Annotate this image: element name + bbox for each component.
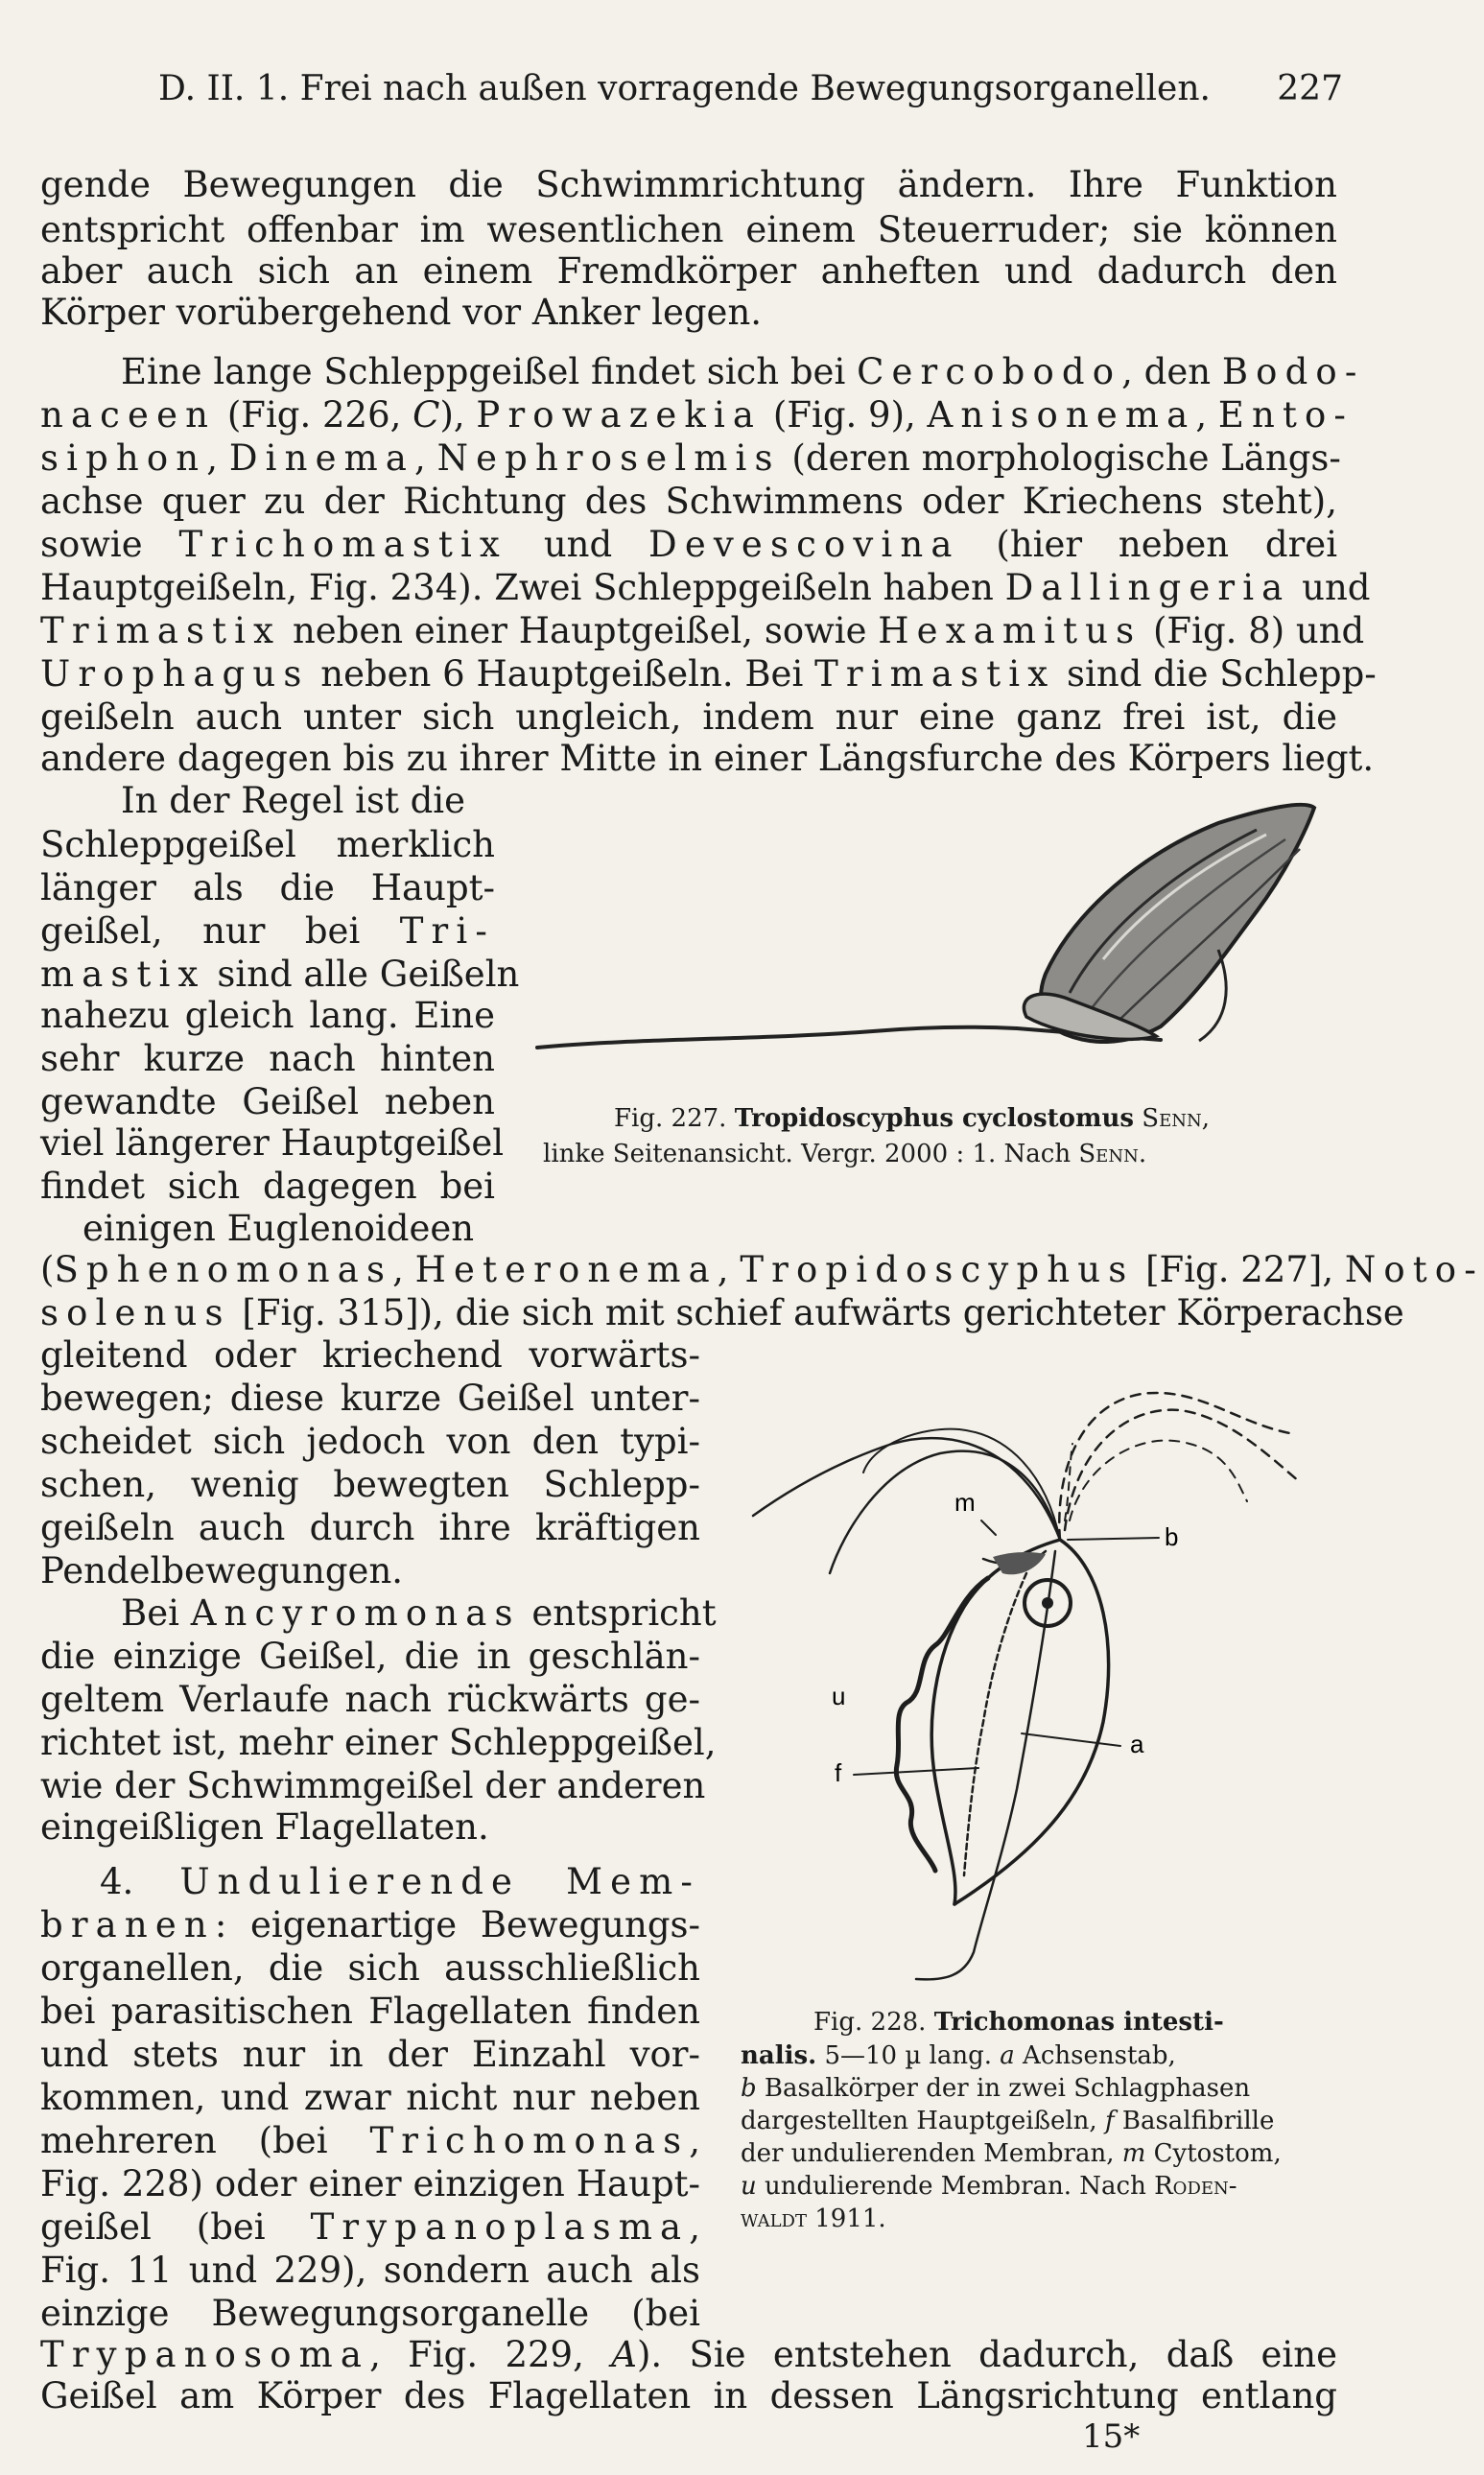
text-line: sowie Trichomastix und Devescovina (hier neben drei bbox=[40, 524, 1338, 565]
text-line: schen, wenig bewegten Schlepp- bbox=[40, 1464, 700, 1505]
text-line: naceen (Fig. 226, C), Prowazekia (Fig. 9), Anisonema, Ento- bbox=[40, 394, 1354, 436]
text-line: nahezu gleich lang. Eine bbox=[40, 995, 495, 1036]
text-line: gende Bewegungen die Schwimmrichtung ändern. Ihre Funktion bbox=[40, 164, 1337, 205]
text-line: kommen, und zwar nicht nur neben bbox=[40, 2077, 700, 2118]
figure-228-caption: der undulierenden Membran, m Cytostom, bbox=[741, 2139, 1282, 2168]
text-line: gewandte Geißel neben bbox=[40, 1081, 495, 1122]
text-line: einzige Bewegungsorganelle (bei bbox=[40, 2293, 700, 2334]
text-line: länger als die Haupt- bbox=[40, 867, 495, 908]
text-line: eingeißligen Flagellaten. bbox=[40, 1806, 489, 1848]
text-line: Trypanosoma, Fig. 229, A). Sie entstehen dadurch, daß eine bbox=[40, 2334, 1337, 2375]
text-line: (Sphenomonas, Heteronema, Tropidoscyphus [Fig. 227], Noto- bbox=[40, 1249, 1484, 1290]
text-line: mastix sind alle Geißeln bbox=[40, 954, 520, 995]
label-a: a bbox=[1130, 1730, 1144, 1758]
figure-228-caption: u undulierende Membran. Nach Roden- bbox=[741, 2172, 1237, 2201]
text-line: die einzige Geißel, die in geschlän- bbox=[40, 1636, 700, 1677]
figure-228-caption: b Basalkörper der in zwei Schlagphasen bbox=[741, 2074, 1251, 2103]
text-line: In der Regel ist die bbox=[121, 780, 466, 821]
label-b: b bbox=[1165, 1522, 1179, 1551]
text-line: Hauptgeißeln, Fig. 234). Zwei Schleppgeißeln haben Dallingeria und bbox=[40, 567, 1371, 608]
text-line: mehreren (bei Trichomonas, bbox=[40, 2120, 701, 2161]
label-u: u bbox=[832, 1682, 846, 1710]
figure-227-caption: linke Seitenansicht. Vergr. 2000 : 1. Nach Senn. bbox=[543, 1140, 1147, 1168]
text-line: aber auch sich an einem Fremdkörper anheften und dadurch den bbox=[40, 250, 1337, 292]
label-m: m bbox=[954, 1488, 976, 1517]
text-line: Geißel am Körper des Flagellaten in dessen Längsrichtung entlang bbox=[40, 2375, 1337, 2416]
text-line: Eine lange Schleppgeißel findet sich bei Cercobodo, den Bodo- bbox=[121, 351, 1365, 392]
figure-227-illustration bbox=[528, 796, 1324, 1065]
text-line: bewegen; diese kurze Geißel unter- bbox=[40, 1378, 700, 1419]
figure-228-caption: Fig. 228. Trichomonas intesti- bbox=[813, 2008, 1224, 2037]
text-line: Urophagus neben 6 Hauptgeißeln. Bei Trimastix sind die Schlepp- bbox=[40, 653, 1377, 695]
running-header bbox=[158, 69, 1343, 108]
text-line: andere dagegen bis zu ihrer Mitte in einer Längsfurche des Körpers liegt. bbox=[40, 738, 1375, 779]
text-line: geißeln auch unter sich ungleich, indem nur eine ganz frei ist, die bbox=[40, 696, 1337, 738]
text-line: sehr kurze nach hinten bbox=[40, 1038, 495, 1079]
label-f: f bbox=[835, 1758, 842, 1787]
text-line: richtet ist, mehr einer Schleppgeißel, bbox=[40, 1722, 717, 1763]
text-line: findet sich dagegen bei bbox=[40, 1166, 495, 1207]
text-line: branen: eigenartige Bewegungs- bbox=[40, 1904, 700, 1945]
figure-228-caption: waldt 1911. bbox=[741, 2204, 886, 2233]
text-line: siphon, Dinema, Nephroselmis (deren morphologische Längs- bbox=[40, 437, 1341, 479]
text-line: Pendelbewegungen. bbox=[40, 1550, 404, 1591]
text-line: Schleppgeißel merklich bbox=[40, 824, 495, 865]
figure-228-caption: nalis. 5—10 µ lang. a Achsenstab, bbox=[741, 2041, 1176, 2070]
text-line: einigen Euglenoideen bbox=[82, 1208, 475, 1249]
figure-228-caption: dargestellten Hauptgeißeln, f Basalfibrille bbox=[741, 2107, 1275, 2135]
text-line: bei parasitischen Flagellaten finden bbox=[40, 1991, 700, 2032]
text-line: 4. Undulierende Mem- bbox=[100, 1861, 701, 1902]
text-line: entspricht offenbar im wesentlichen einem Steuerruder; sie können bbox=[40, 209, 1337, 250]
text-line: und stets nur in der Einzahl vor- bbox=[40, 2034, 700, 2075]
text-line: wie der Schwimmgeißel der anderen bbox=[40, 1765, 706, 1806]
text-line: Fig. 228) oder einer einzigen Haupt- bbox=[40, 2163, 700, 2204]
text-line: scheidet sich jedoch von den typi- bbox=[40, 1421, 700, 1462]
text-line: viel längerer Hauptgeißel bbox=[40, 1122, 505, 1164]
figure-227-caption: Fig. 227. Tropidoscyphus cyclostomus Senn, bbox=[614, 1104, 1211, 1133]
text-line: Fig. 11 und 229), sondern auch als bbox=[40, 2250, 700, 2291]
text-line: geißel (bei Trypanoplasma, bbox=[40, 2206, 700, 2248]
header-title: D. II. 1. Frei nach außen vorragende Bewegungsorganellen. bbox=[158, 69, 1211, 108]
signature-mark: 15* bbox=[1082, 2417, 1141, 2456]
text-line: solenus [Fig. 315]), die sich mit schief aufwärts gerichteter Körperachse bbox=[40, 1292, 1404, 1333]
text-line: geißeln auch durch ihre kräftigen bbox=[40, 1507, 700, 1548]
figure-228-illustration bbox=[739, 1338, 1314, 2000]
text-line: Trimastix neben einer Hauptgeißel, sowie Hexamitus (Fig. 8) und bbox=[40, 610, 1365, 651]
text-line: Körper vorübergehend vor Anker legen. bbox=[40, 292, 763, 333]
text-line: achse quer zu der Richtung des Schwimmens oder Kriechens steht), bbox=[40, 481, 1337, 522]
text-line: gleitend oder kriechend vorwärts- bbox=[40, 1334, 700, 1376]
text-line: organellen, die sich ausschließlich bbox=[40, 1947, 700, 1989]
text-line: geißel, nur bei Tri- bbox=[40, 910, 495, 952]
text-line: geltem Verlaufe nach rückwärts ge- bbox=[40, 1679, 700, 1720]
page-number: 227 bbox=[1277, 69, 1343, 108]
text-line: Bei Ancyromonas entspricht bbox=[121, 1592, 717, 1634]
